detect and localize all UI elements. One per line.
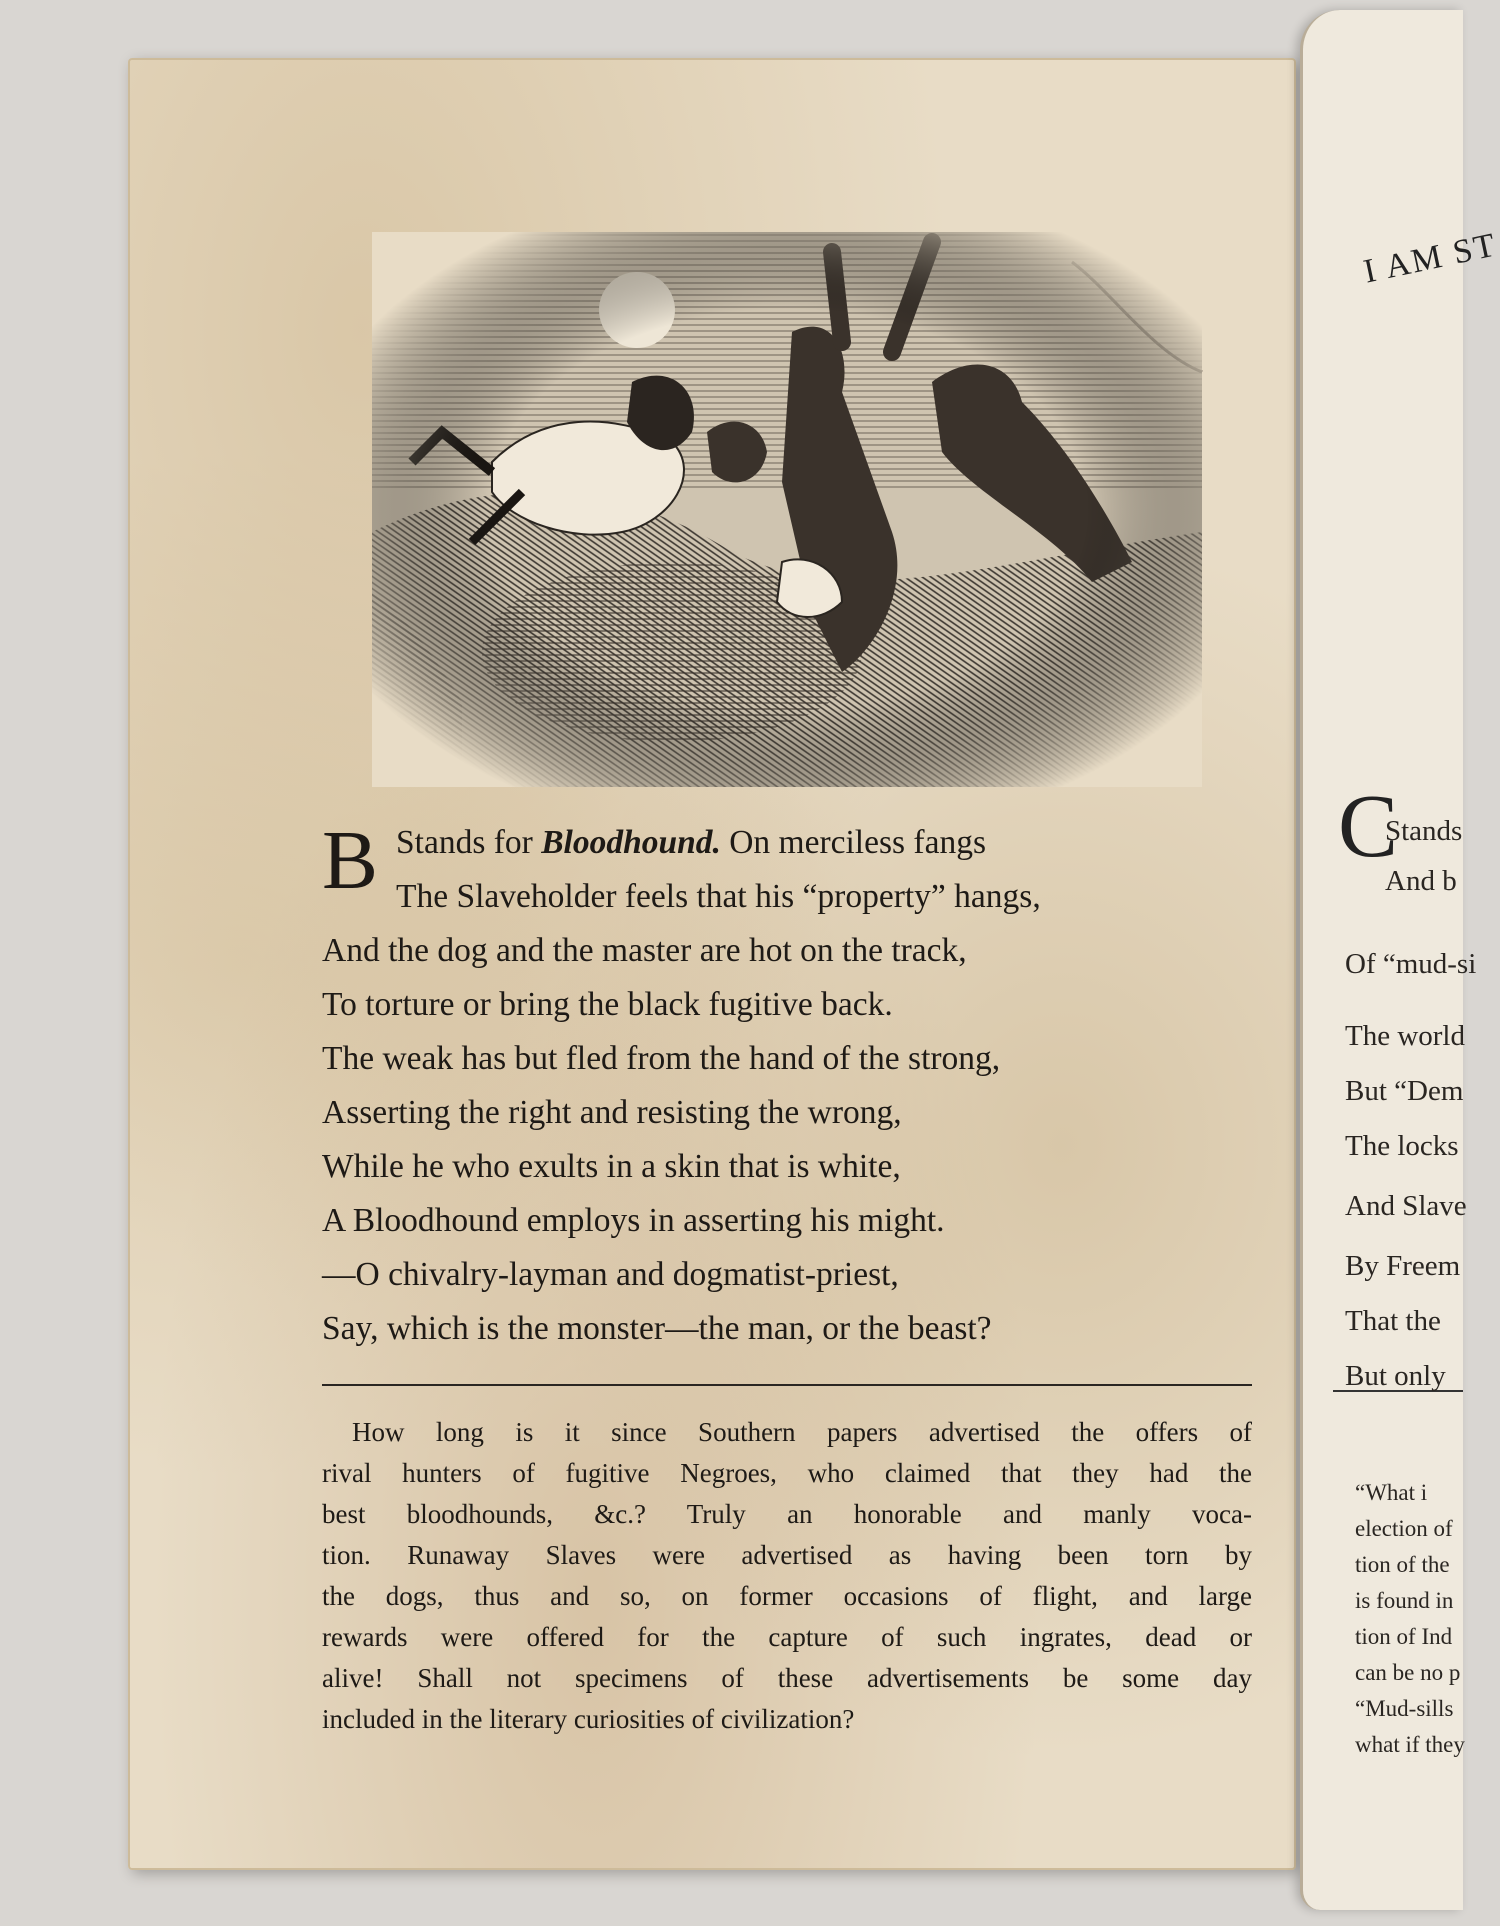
right-page-edge	[1300, 10, 1500, 1910]
right-page-dropcap: C	[1338, 777, 1399, 876]
right-page-fragment: By Freem	[1345, 1250, 1461, 1282]
poem-line-1-bold: Bloodhound.	[541, 824, 721, 861]
right-page-note-fragment: election of	[1355, 1516, 1453, 1541]
note-line: rewards were offered for the capture of such ingrates, dead or	[322, 1622, 1252, 1652]
right-page-note-fragment: tion of Ind	[1355, 1624, 1453, 1649]
poem-line: A Bloodhound employs in asserting his might.	[322, 1202, 945, 1239]
note-line: best bloodhounds, &c.? Truly an honorable and manly voca-	[322, 1499, 1252, 1529]
right-page-note-fragment: what if they	[1355, 1732, 1465, 1757]
right-page-fragment: But only	[1345, 1360, 1446, 1392]
right-page-fragment: Stands	[1385, 815, 1463, 847]
poem-line-1-pre: Stands for	[396, 824, 542, 861]
right-page-title-fragment: I AM ST	[1360, 226, 1500, 291]
right-page-note-fragment: is found in	[1355, 1588, 1454, 1613]
right-page-fragment: And Slave	[1345, 1190, 1467, 1222]
right-page-fragment: The locks	[1345, 1130, 1459, 1162]
poem-line: Asserting the right and resisting the wrong,	[322, 1094, 902, 1131]
note-line: rival hunters of fugitive Negroes, who claimed that they had the	[322, 1458, 1252, 1488]
commentary-note	[322, 1412, 1252, 1740]
right-page-note-fragment: “What i	[1355, 1480, 1428, 1505]
poem-line: While he who exults in a skin that is white,	[322, 1148, 901, 1185]
note-line: alive! Shall not specimens of these advertisements be some day	[322, 1663, 1252, 1693]
note-line: the dogs, thus and so, on former occasions of flight, and large	[322, 1581, 1252, 1611]
right-page-fragment: And b	[1385, 865, 1457, 897]
note-line: included in the literary curiosities of civilization?	[322, 1704, 855, 1734]
poem-stanza	[322, 816, 1252, 1356]
note-line: How long is it since Southern papers advertised the offers of	[352, 1417, 1252, 1447]
poem-line: The Slaveholder feels that his “property” hangs,	[396, 878, 1041, 915]
poem-line: And the dog and the master are hot on the track,	[322, 932, 967, 969]
poem-line: To torture or bring the black fugitive back.	[322, 986, 893, 1023]
poem-line: Say, which is the monster—the man, or the beast?	[322, 1310, 992, 1347]
note-line: tion. Runaway Slaves were advertised as having been torn by	[322, 1540, 1252, 1570]
right-page-fragment: But “Dem	[1345, 1075, 1464, 1107]
dropcap-letter: B	[322, 814, 379, 907]
right-page-note-fragment: tion of the	[1355, 1552, 1450, 1577]
engraving-fugitive-chased-by-bloodhounds-icon	[372, 232, 1202, 787]
right-page-note-fragment: “Mud-sills	[1355, 1696, 1454, 1721]
right-page-fragment: The world	[1345, 1020, 1465, 1052]
poem-line-1-post: On merciless fangs	[720, 824, 986, 861]
right-page-note-fragment: can be no p	[1355, 1660, 1461, 1685]
right-page-fragment: Of “mud-si	[1345, 948, 1477, 980]
poem-line: The weak has but fled from the hand of the strong,	[322, 1040, 1001, 1077]
right-page-fragment: That the	[1345, 1305, 1441, 1337]
poem-line-1	[322, 816, 1252, 870]
section-divider	[322, 1384, 1252, 1386]
poem-line: —O chivalry-layman and dogmatist-priest,	[322, 1256, 899, 1293]
